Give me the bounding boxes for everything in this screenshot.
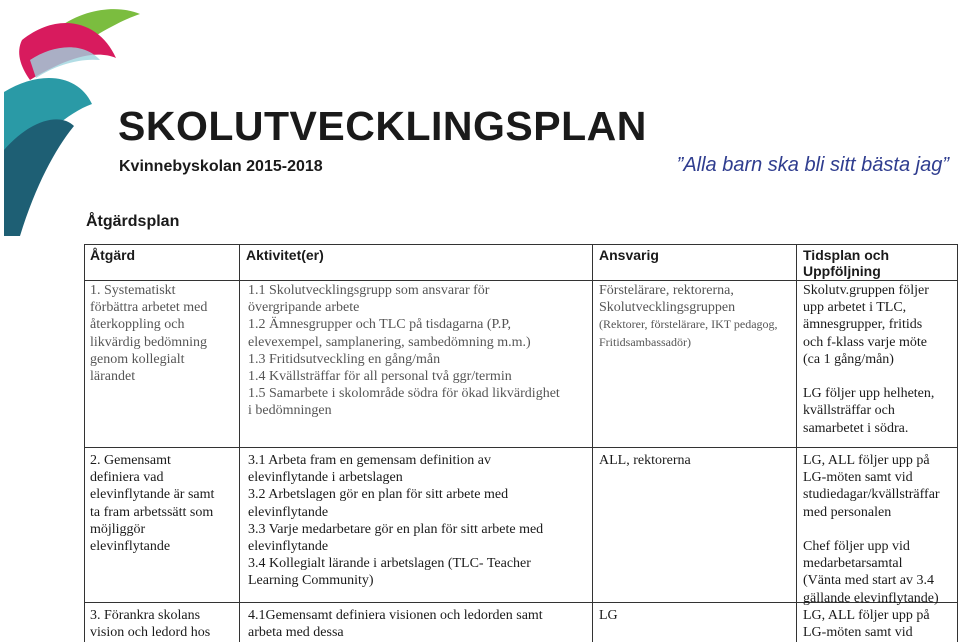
cell-line: Skolutv.gruppen följer — [803, 283, 929, 298]
row-1-bottom-border — [84, 447, 958, 448]
cell-line: ta fram arbetssätt som — [90, 504, 214, 520]
cell-line: 3.4 Kollegialt lärande i arbetslagen (TLC- Teacher — [248, 556, 531, 572]
cell-line: 3.3 Varje medarbetare gör en plan för sitt arbete med — [248, 521, 544, 537]
cell-line — [803, 368, 934, 385]
cell-line: 1. Systematiskt — [90, 283, 176, 298]
cell-line: 1.5 Samarbete i skolområde södra för ökad likvärdighet — [248, 386, 560, 402]
cell-line: LG, ALL följer upp på — [803, 453, 930, 468]
cell-line: 1.4 Kvällsträffar för all personal två ggr/termin — [248, 369, 512, 385]
header-atgard: Åtgärd — [90, 247, 136, 263]
school-motto: ”Alla barn ska bli sitt bästa jag” — [676, 154, 949, 176]
cell-line: återkoppling och — [90, 317, 185, 333]
cell-line: arbeta med dessa — [248, 625, 344, 641]
row-2-aktivitet — [248, 452, 543, 590]
cell-line: övergripande arbete — [248, 300, 360, 316]
cell-line: likvärdig bedömning — [90, 334, 208, 350]
cell-line: i bedömningen — [248, 403, 332, 419]
cell-line: 3.2 Arbetslagen gör en plan för sitt arbete med — [248, 487, 509, 503]
col-divider-1 — [239, 244, 240, 642]
cell-line: 3.1 Arbeta fram en gemensam definition av — [248, 453, 491, 468]
page-title: SKOLUTVECKLINGSPLAN — [118, 103, 647, 149]
cell-line: förbättra arbetet med — [90, 300, 208, 316]
cell-line: medarbetarsamtal — [803, 556, 903, 572]
cell-line: Skolutvecklingsgruppen — [599, 300, 736, 316]
cell-line: elevexempel, samplanering, sambedömning m.m.) — [248, 334, 531, 350]
row-1-ansvarig — [599, 282, 778, 351]
cell-line: upp arbetet i TLC, — [803, 300, 907, 316]
cell-line: genom kollegialt — [90, 351, 185, 367]
cell-line: studiedagar/kvällsträffar — [803, 487, 940, 503]
school-subtitle: Kvinnebyskolan 2015-2018 — [119, 158, 323, 175]
cell-line: 1.1 Skolutvecklingsgrupp som ansvarar för — [248, 283, 490, 298]
row-3-atgard — [90, 607, 210, 641]
cell-line: LG — [599, 608, 618, 623]
cell-line: (ca 1 gång/mån) — [803, 351, 894, 367]
header-ansvarig: Ansvarig — [599, 247, 659, 263]
header-aktivitet: Aktivitet(er) — [246, 247, 324, 263]
cell-line: elevinflytande är samt — [90, 487, 215, 503]
header-tidsplan-line: Uppföljning — [803, 263, 881, 279]
cell-line: gällande elevinflytande) — [803, 590, 939, 606]
cell-line: (Vänta med start av 3.4 — [803, 573, 935, 589]
cell-line: ALL, rektorerna — [599, 453, 691, 468]
row-1-aktivitet — [248, 282, 560, 420]
cell-line: Förstelärare, rektorerna, — [599, 283, 734, 298]
row-1-tidsplan — [803, 282, 934, 437]
cell-line: 1.3 Fritidsutveckling en gång/mån — [248, 351, 441, 367]
table-left-border — [84, 244, 85, 642]
cell-line: och f-klass varje möte — [803, 334, 928, 350]
cell-line: ämnesgrupper, fritids — [803, 317, 923, 333]
row-3-aktivitet — [248, 607, 543, 641]
cell-line: elevinflytande — [248, 504, 329, 520]
cell-line: med personalen — [803, 504, 892, 520]
cell-line: elevinflytande — [90, 539, 171, 555]
cell-line: samarbetet i södra. — [803, 420, 909, 436]
row-2-tidsplan — [803, 452, 940, 607]
cell-line: möjliggör — [90, 521, 146, 537]
cell-line: elevinflytande — [248, 539, 329, 555]
cell-line: Chef följer upp vid — [803, 539, 910, 554]
cell-line: elevinflytande i arbetslagen — [248, 470, 403, 486]
cell-line: Learning Community) — [248, 573, 374, 589]
cell-line: LG-möten samt vid — [803, 470, 913, 486]
row-3-ansvarig — [599, 607, 618, 624]
table-top-border — [84, 244, 958, 245]
row-1-atgard — [90, 282, 207, 385]
cell-line: vision och ledord hos — [90, 625, 211, 641]
row-3-tidsplan — [803, 607, 930, 641]
header-tidsplan-line: Tidsplan och — [803, 247, 890, 263]
cell-line: 4.1Gemensamt definiera visionen och ledorden samt — [248, 608, 543, 623]
cell-line — [803, 521, 940, 538]
cell-note-line: (Rektorer, förstelärare, IKT pedagog, — [599, 317, 778, 332]
cell-line: 3. Förankra skolans — [90, 608, 201, 623]
cell-line: 2. Gemensamt — [90, 453, 171, 468]
header-bottom-border — [84, 280, 958, 281]
section-title: Åtgärdsplan — [86, 213, 180, 230]
col-divider-2 — [592, 244, 593, 642]
row-2-atgard — [90, 452, 214, 555]
cell-line: lärandet — [90, 369, 136, 385]
cell-line: LG följer upp helheten, — [803, 386, 935, 402]
cell-note-line: Fritidsambassadör) — [599, 334, 691, 349]
cell-line: 1.2 Ämnesgrupper och TLC på tisdagarna (P.P, — [248, 317, 511, 333]
cell-line: kvällsträffar och — [803, 403, 895, 419]
table-right-border — [957, 244, 958, 642]
row-2-ansvarig — [599, 452, 691, 469]
cell-line: LG, ALL följer upp på — [803, 608, 930, 623]
cell-line: LG-möten samt vid — [803, 625, 913, 641]
col-divider-3 — [796, 244, 797, 642]
cell-line: definiera vad — [90, 470, 164, 486]
header-tidsplan — [803, 247, 889, 279]
